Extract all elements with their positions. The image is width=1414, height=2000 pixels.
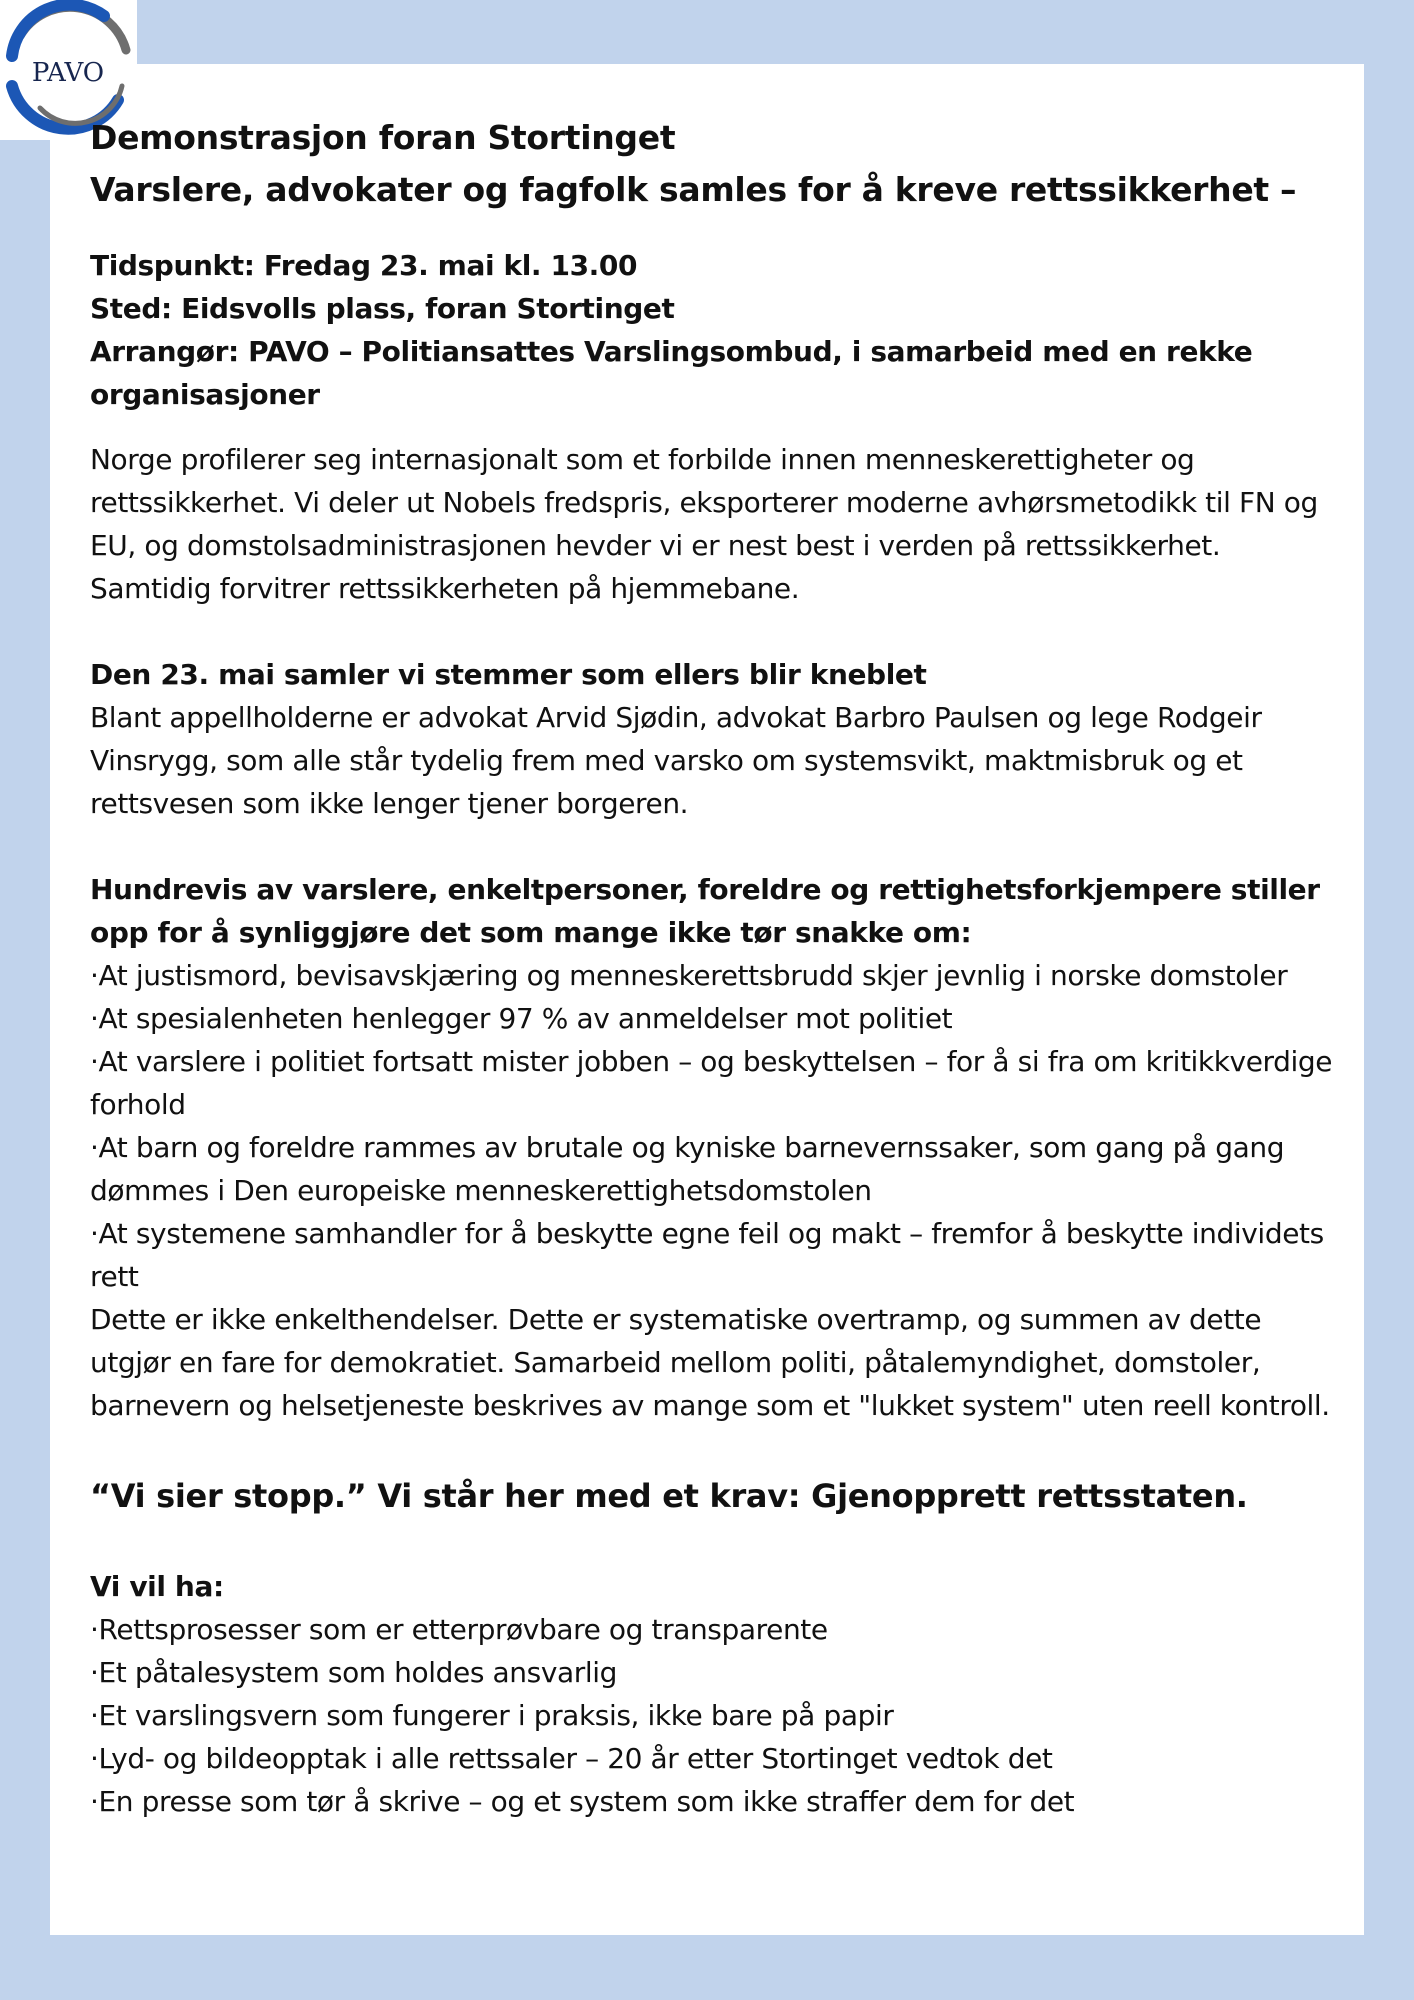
title-line-1: Demonstrasjon foran Stortinget (90, 118, 676, 157)
event-organizer: Arrangør: PAVO – Politiansattes Varslingsombud, i samarbeid med en rekke organisasjoner (90, 335, 1253, 411)
page-title (90, 112, 1340, 216)
list-item: · Et varslingsvern som fungerer i praksis, ikke bare på papir (90, 1694, 1340, 1737)
event-place: Sted: Eidsvolls plass, foran Stortinget (90, 292, 675, 325)
list-item: · At systemene samhandler for å beskytte egne feil og makt – fremfor å beskytte individets rett (90, 1212, 1340, 1298)
list-item: · At barn og foreldre rammes av brutale og kyniske barnevernssaker, som gang på gang dømmes i Den europeiske menneskerettighetsdomstolen (90, 1126, 1340, 1212)
section2-heading: Hundrevis av varslere, enkeltpersoner, foreldre og rettighetsforkjempere stiller opp for å synliggjøre det som mange ikke tør snakke om: (90, 873, 1320, 949)
list-item: · At justismord, bevisavskjæring og menneskerettsbrudd skjer jevnlig i norske domstoler (90, 954, 1340, 997)
section2-closing: Dette er ikke enkelthendelser. Dette er systematiske overtramp, og summen av dette utgjør en fare for demokratiet. Samarbeid mellom politi, påtalemyndighet, domstoler, barnevern og helsetjeneste beskrives av mange som et "lukket system" uten reell kontroll. (90, 1303, 1330, 1422)
demands-heading: Vi vil ha: (90, 1570, 224, 1603)
list-item: · Lyd- og bildeopptak i alle rettssaler – 20 år etter Stortinget vedtok det (90, 1737, 1340, 1780)
title-line-2: Varslere, advokater og fagfolk samles for å kreve rettssikkerhet – (90, 170, 1297, 209)
section1-body: Blant appellholderne er advokat Arvid Sjødin, advokat Barbro Paulsen og lege Rodgeir Vinsrygg, som alle står tydelig frem med varsko om systemsvikt, maktmisbruk og et rettsvesen som ikke lenger tjener borgeren. (90, 701, 1262, 820)
list-item: · Et påtalesystem som holdes ansvarlig (90, 1651, 1340, 1694)
event-time: Tidspunkt: Fredag 23. mai kl. 13.00 (90, 249, 638, 282)
issues-list (90, 954, 1340, 1298)
list-item: · At spesialenheten henlegger 97 % av anmeldelser mot politiet (90, 997, 1340, 1040)
document-content (90, 112, 1340, 1823)
list-item: · En presse som tør å skrive – og et system som ikke straffer dem for det (90, 1780, 1340, 1823)
list-item: · At varslere i politiet fortsatt mister jobben – og beskyttelsen – for å si fra om kritikkverdige forhold (90, 1040, 1340, 1126)
section1-heading: Den 23. mai samler vi stemmer som ellers blir kneblet (90, 658, 927, 691)
slogan: “Vi sier stopp.” Vi står her med et krav: Gjenopprett rettsstaten. (90, 1477, 1248, 1515)
event-details (90, 244, 1340, 416)
intro-paragraph: Norge profilerer seg internasjonalt som et forbilde innen menneskerettigheter og rettssikkerhet. Vi deler ut Nobels fredspris, eksporterer moderne avhørsmetodikk til FN og EU, og domstolsadministrasjonen hevder vi er nest best i verden på rettssikkerhet. Samtidig forvitrer rettssikkerheten på hjemmebane. (90, 443, 1318, 605)
list-item: · Rettsprosesser som er etterprøvbare og transparente (90, 1608, 1340, 1651)
logo-text: PAVO (31, 58, 105, 88)
demands-list (90, 1608, 1340, 1823)
